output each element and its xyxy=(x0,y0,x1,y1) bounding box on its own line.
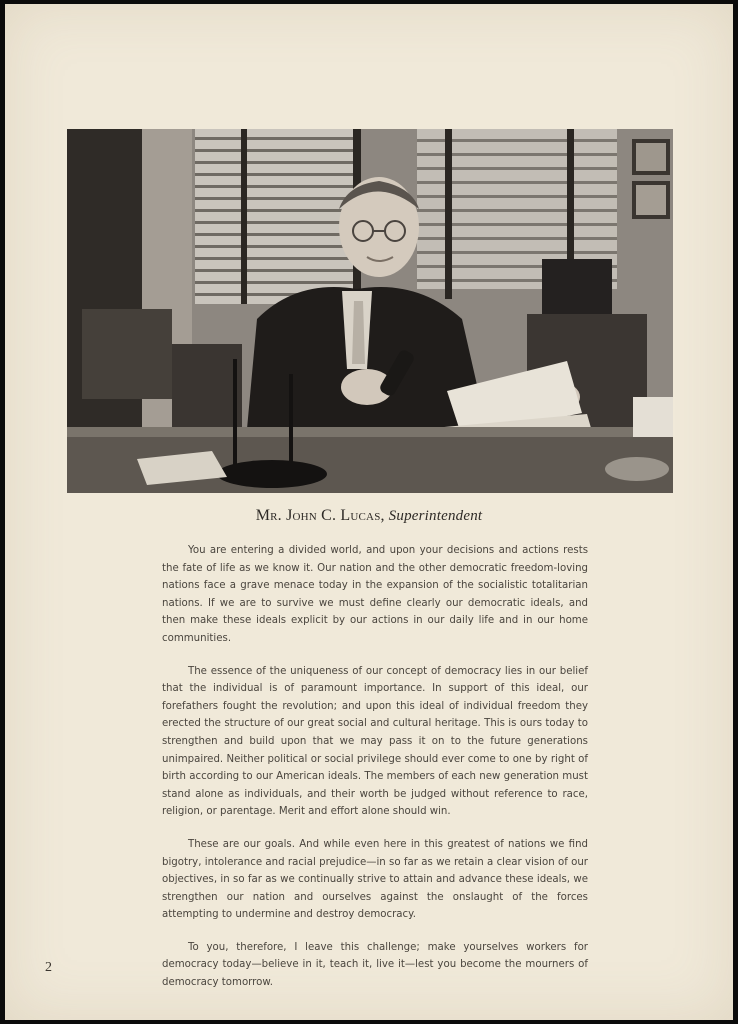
photo-caption xyxy=(5,507,733,525)
document-page xyxy=(5,4,733,1020)
paragraph-2: The essence of the uniqueness of our concept of democracy lies in our belief that the individual is of paramount importance. In support of this ideal, our forefathers fought the revolution; and upon this ideal of individual freedom they erected the structure of our great social and cultural heritage. This is ours today to strengthen and build upon that we may pass it on to the future generations unimpaired. Neither political or social privilege should ever come to one by right of birth according to our American ideals. The members of each new generation must stand alone as individuals, and their worth be judged without reference to race, religion, or parentage. Merit and effort alone should win. xyxy=(162,665,588,818)
letter-body xyxy=(162,542,588,1007)
caption-title: Superintendent xyxy=(388,508,483,524)
photo-illustration xyxy=(67,129,673,493)
paragraph-3: These are our goals. And while even here in this greatest of nations we find bigotry, intolerance and racial prejudice—in so far as we retain a clear vision of our objectives, in so far as we continually strive to attain and advance these ideals, we strengthen our nation and ourselves against the onslaught of the forces attempting to undermine and destroy democracy. xyxy=(162,838,588,921)
paragraph-4: To you, therefore, I leave this challenge; make yourselves workers for democracy today—believe in it, teach it, live it—lest you become the mourners of democracy tomorrow. xyxy=(162,941,588,989)
page-number: 2 xyxy=(45,960,52,975)
caption-name: Mr. John C. Lucas, xyxy=(255,507,385,524)
paragraph-1: You are entering a divided world, and upon your decisions and actions rests the fate of life as we know it. Our nation and the other democratic freedom-loving nations face a grave menace today in the expansion of the socialistic totalitarian nations. If we are to survive we must define clearly our democratic ideals, and then make these ideals explicit by our actions in our daily life and in our home communities. xyxy=(162,545,588,644)
superintendent-photo xyxy=(67,129,673,493)
